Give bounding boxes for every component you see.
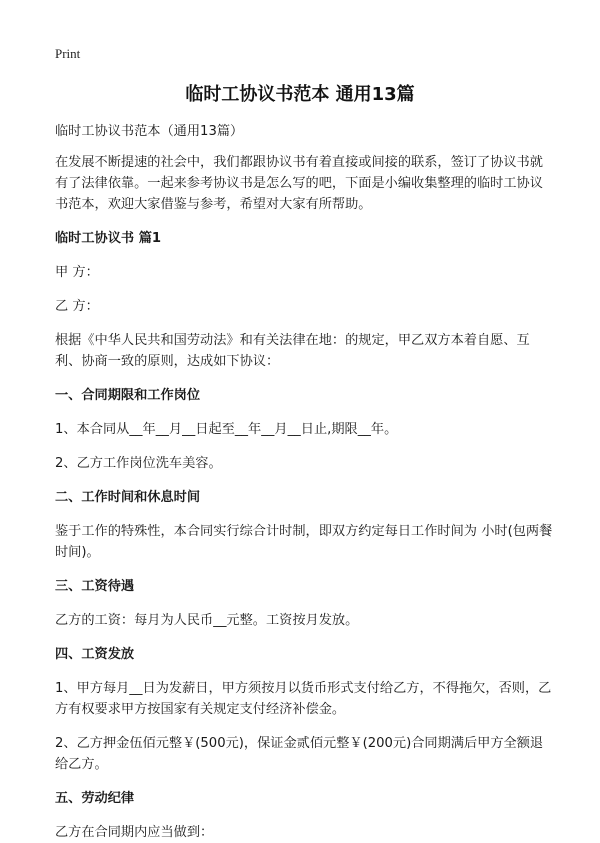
heading-salary: 三、工资待遇 — [55, 579, 135, 594]
clause-contract-term-2: 2、乙方工作岗位洗车美容。 — [55, 456, 222, 471]
clause-salary-payment-1: 1、甲方每月__日为发薪日，甲方须按月以货币形式支付给乙方，不得拖欠，否则，乙方有权要求甲方按国家有关规定支付经济补偿金。 — [55, 681, 552, 717]
print-label: Print — [55, 46, 81, 61]
document-body — [55, 121, 555, 843]
party-b-line: 乙 方： — [55, 299, 99, 314]
clause-discipline: 乙方在合同期内应当做到： — [55, 825, 214, 840]
clause-salary-payment-2: 2、乙方押金伍佰元整￥(500元)，保证金贰佰元整￥(200元)合同期满后甲方全额退给乙方。 — [55, 736, 544, 772]
clause-salary: 乙方的工资：每月为人民币__元整。工资按月发放。 — [55, 613, 359, 628]
preamble-paragraph: 根据《中华人民共和国劳动法》和有关法律在地：的规定，甲乙双方本着自愿、互利、协商一致的原则，达成如下协议： — [55, 333, 530, 369]
heading-contract-term: 一、合同期限和工作岗位 — [55, 388, 201, 403]
clause-work-hours: 鉴于工作的特殊性，本合同实行综合计时制，即双方约定每日工作时间为 小时(包两餐时间)。 — [55, 524, 553, 560]
clause-contract-term-1: 1、本合同从__年__月__日起至__年__月__日止,期限__年。 — [55, 422, 398, 437]
document-title: 临时工协议书范本 通用13篇 — [185, 84, 415, 105]
party-a-line: 甲 方： — [55, 265, 99, 280]
document-subtitle: 临时工协议书范本（通用13篇） — [55, 124, 244, 139]
intro-paragraph: 在发展不断提速的社会中，我们都跟协议书有着直接或间接的联系，签订了协议书就有了法律依靠。一起来参考协议书是怎么写的吧，下面是小编收集整理的临时工协议书范本，欢迎大家借鉴与参考，希望对大家有所帮助。 — [55, 155, 543, 212]
heading-work-hours: 二、工作时间和休息时间 — [55, 490, 201, 505]
section-title: 临时工协议书 篇1 — [55, 231, 162, 246]
heading-salary-payment: 四、工资发放 — [55, 647, 135, 662]
heading-discipline: 五、劳动纪律 — [55, 791, 135, 806]
